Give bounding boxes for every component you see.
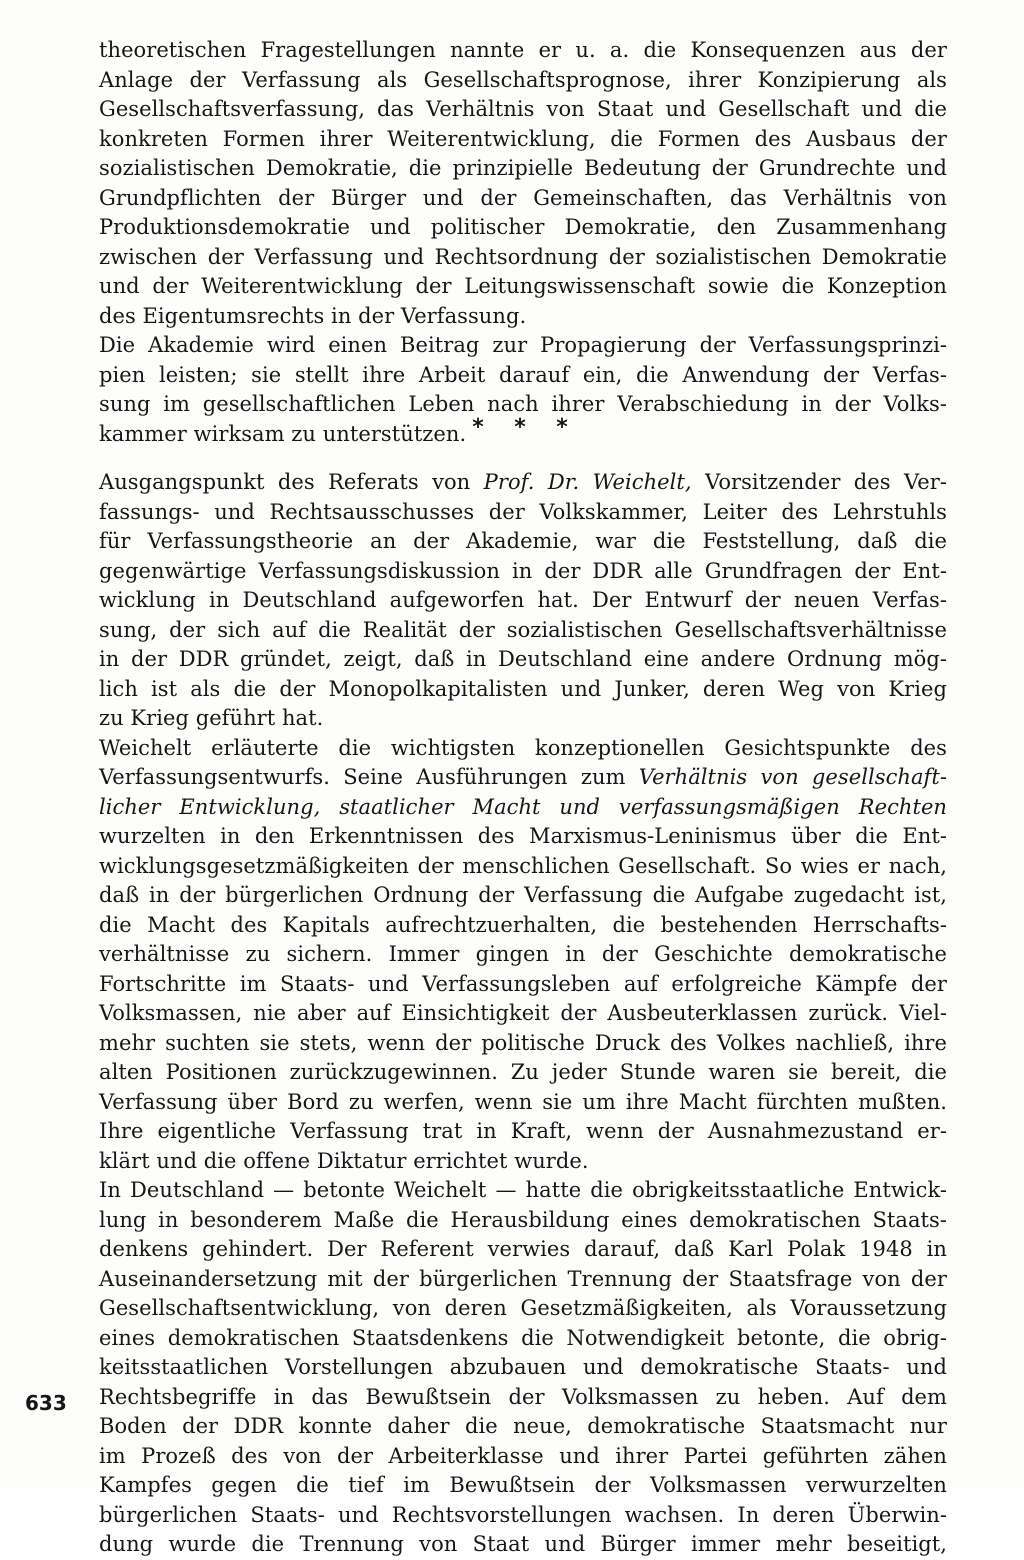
text-line [99, 468, 947, 498]
text-line: daß in der bürgerlichen Ordnung der Verfassung die Aufgabe zugedacht ist, [99, 883, 947, 907]
text-line: zu Krieg geführt hat. [99, 706, 324, 730]
italic-phrase: licher Entwicklung, staatlicher Macht und verfassungsmäßigen Rechten [99, 794, 947, 819]
text-line: Produktionsdemokratie und politischer Demokratie, den Zusammenhang [99, 215, 947, 239]
text-line: Gesellschaftsentwicklung, von deren Gesetzmäßigkeiten, als Voraussetzung [99, 1296, 947, 1320]
text-line: verhältnisse zu sichern. Immer gingen in der Geschichte demokratische [99, 942, 947, 966]
text-line: eines demokratischen Staatsdenkens die Notwendigkeit betonte, die obrig- [99, 1325, 947, 1350]
section-separator [470, 414, 570, 440]
paragraph-block-top [99, 36, 947, 449]
separator-asterisk: * [556, 414, 568, 440]
text-line: lich ist als die der Monopolkapitalisten und Junker, deren Weg von Krieg [99, 676, 947, 701]
text-line: lung in besonderem Maße die Herausbildung eines demokratischen Staats- [99, 1207, 947, 1232]
text-line: dung wurde die Trennung von Staat und Bürger immer mehr beseitigt, [99, 1532, 947, 1556]
text-line: gegenwärtige Verfassungsdiskussion in der DDR alle Grundfragen der Ent- [99, 558, 947, 583]
text-line: zwischen der Verfassung und Rechtsordnung der sozialistischen Demokratie [99, 244, 947, 269]
text-line: denkens gehindert. Der Referent verwies darauf, daß Karl Polak 1948 in [99, 1237, 947, 1261]
text-line: in der DDR gründet, zeigt, daß in Deutschland eine andere Ordnung mög- [99, 647, 947, 671]
text-line: Gesellschaftsverfassung, das Verhältnis von Staat und Gesellschaft und die [99, 97, 947, 121]
text-line: theoretischen Fragestellungen nannte er u. a. die Konsequenzen aus der [99, 38, 947, 62]
text-line: Fortschritte im Staats- und Verfassungsleben auf erfolgreiche Kämpfe der [99, 971, 947, 996]
text-line: Volksmassen, nie aber auf Einsichtigkeit der Ausbeuterklassen zurück. Viel- [99, 1001, 947, 1025]
text-line: Die Akademie wird einen Beitrag zur Propagierung der Verfassungsprinzi- [99, 333, 947, 357]
text-line [99, 793, 947, 823]
text-line: Verfassung über Bord zu werfen, wenn sie um ihre Macht fürchten mußten. [99, 1089, 947, 1114]
text-line: alten Positionen zurückzugewinnen. Zu jeder Stunde waren sie bereit, die [99, 1060, 947, 1084]
text-line: Boden der DDR konnte daher die neue, demokratische Staatsmacht nur [99, 1414, 947, 1438]
text-line: Kampfes gegen die tief im Bewußtsein der Volksmassen verwurzelten [99, 1473, 947, 1497]
text-line: wurzelten in den Erkenntnissen des Marxismus-Leninismus über die Ent- [99, 824, 947, 848]
text-line: mehr suchten sie stets, wenn der politische Druck des Volkes nachließ, ihre [99, 1030, 947, 1055]
text-line: Ihre eigentliche Verfassung trat in Kraft, wenn der Ausnahmezustand er- [99, 1119, 947, 1143]
text-line: sung im gesellschaftlichen Leben nach ihrer Verabschiedung in der Volks- [99, 392, 947, 416]
text-line: wicklung in Deutschland aufgeworfen hat. Der Entwurf der neuen Verfas- [99, 588, 947, 612]
text-line: sung, der sich auf die Realität der sozialistischen Gesellschaftsverhältnisse [99, 617, 947, 642]
separator-asterisk: * [514, 414, 526, 440]
text-line: wicklungsgesetzmäßigkeiten der menschlichen Gesellschaft. So wies er nach, [99, 853, 947, 878]
text-line: klärt und die offene Diktatur errichtet wurde. [99, 1148, 589, 1173]
text-line: pien leisten; sie stellt ihre Arbeit darauf ein, die Anwendung der Verfas- [99, 362, 947, 387]
text-line: des Eigentumsrechts in der Verfassung. [99, 303, 527, 328]
italic-name: Prof. Dr. Weichelt, [483, 470, 692, 494]
text-line: Auseinandersetzung mit der bürgerlichen Trennung der Staatsfrage von der [99, 1266, 947, 1291]
text-run: Verfassungsentwurfs. Seine Ausführungen zum [99, 765, 626, 789]
text-line: Anlage der Verfassung als Gesellschaftsprognose, ihrer Konzipierung als [99, 67, 947, 92]
text-line: keitsstaatlichen Vorstellungen abzubauen und demokratische Staats- und [99, 1355, 947, 1379]
text-line: Rechtsbegriffe in das Bewußtsein der Volksmassen zu heben. Auf dem [99, 1384, 947, 1409]
text-line: im Prozeß des von der Arbeiterklasse und ihrer Partei geführten zähen [99, 1443, 947, 1468]
page-number: 633 [25, 1391, 67, 1415]
text-line: kammer wirksam zu unterstützen. [99, 421, 467, 446]
text-line: und der Weiterentwicklung der Leitungswissenschaft sowie die Konzeption [99, 274, 947, 298]
italic-phrase: Verhältnis von gesellschaft- [638, 765, 947, 789]
text-line: Grundpflichten der Bürger und der Gemeinschaften, das Verhältnis von [99, 185, 947, 210]
text-line: In Deutschland — betonte Weichelt — hatte die obrigkeitsstaatliche Entwick- [99, 1178, 947, 1202]
text-line: die Macht des Kapitals aufrechtzuerhalten, die bestehenden Herrschafts- [99, 912, 947, 937]
text-line: konkreten Formen ihrer Weiterentwicklung, die Formen des Ausbaus der [99, 126, 947, 151]
text-run: Vorsitzender des Ver- [705, 470, 947, 494]
text-line: fassungs- und Rechtsausschusses der Volkskammer, Leiter des Lehrstuhls [99, 499, 947, 524]
text-line: bürgerlichen Staats- und Rechtsvorstellungen wachsen. In deren Überwin- [99, 1502, 947, 1527]
text-line: für Verfassungstheorie an der Akademie, war die Feststellung, daß die [99, 529, 947, 553]
text-line: sozialistischen Demokratie, die prinzipielle Bedeutung der Grundrechte und [99, 156, 947, 180]
paragraph-block-main [99, 468, 947, 1560]
text-run: Ausgangspunkt des Referats von [99, 470, 471, 494]
text-line: Weichelt erläuterte die wichtigsten konzeptionellen Gesichtspunkte des [99, 735, 947, 760]
separator-asterisk: * [472, 414, 484, 440]
text-line [99, 763, 947, 793]
